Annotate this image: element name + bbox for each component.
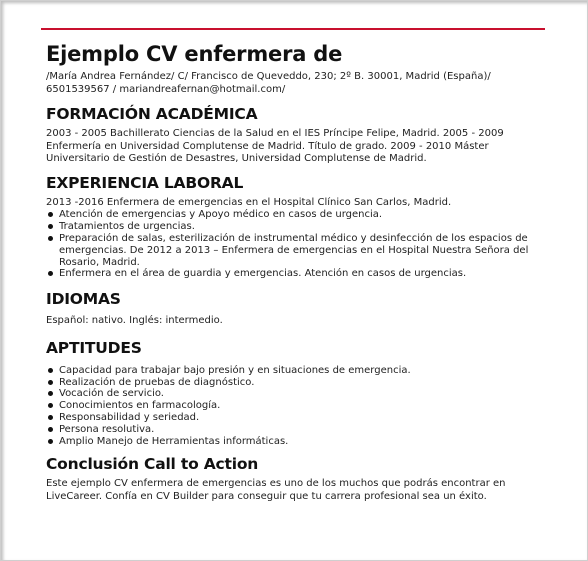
list-item: Amplio Manejo de Herramientas informáticas. <box>46 436 546 448</box>
section-heading-idiomas: IDIOMAS <box>46 290 121 309</box>
conclusion-text: Este ejemplo CV enfermera de emergencias es uno de los muchos que podrás encontrar en LiveCareer. Confía en CV Builder para conseguir que tu carrera profesional sea un éxito. <box>46 478 506 502</box>
contact-line-address: /María Andrea Fernández/ C/ Francisco de Queveddo, 230; 2º B. 30001, Madrid (España)/ <box>46 71 491 82</box>
section-heading-formacion: FORMACIÓN ACADÉMICA <box>46 105 258 123</box>
list-item: Responsabilidad y seriedad. <box>46 412 546 424</box>
aptitudes-list <box>46 365 546 448</box>
accent-rule <box>41 28 545 30</box>
list-item: Tratamientos de urgencias. <box>46 221 546 233</box>
section-heading-experiencia: EXPERIENCIA LABORAL <box>46 173 244 192</box>
list-item: Conocimientos en farmacología. <box>46 400 546 412</box>
list-item: Enfermera en el área de guardia y emergencias. Atención en casos de urgencias. <box>46 268 546 280</box>
formacion-text: 2003 - 2005 Bachillerato Ciencias de la Salud en el IES Príncipe Felipe, Madrid. 2005 - 2009 Enfermería en Universidad Complutense de Madrid. Título de grado. 2009 - 2010 Máster Universitario de Gestión de Desastres, Universidad Complutense de Madrid. <box>46 128 504 165</box>
page-title: Ejemplo CV enfermera de <box>46 42 343 66</box>
list-item: Atención de emergencias y Apoyo médico en casos de urgencia. <box>46 209 546 221</box>
list-item: Vocación de servicio. <box>46 388 546 400</box>
list-item: Realización de pruebas de diagnóstico. <box>46 377 546 389</box>
list-item: Capacidad para trabajar bajo presión y en situaciones de emergencia. <box>46 365 546 377</box>
experiencia-intro: 2013 -2016 Enfermera de emergencias en el Hospital Clínico San Carlos, Madrid. <box>46 196 452 208</box>
list-item: Persona resolutiva. <box>46 424 546 436</box>
experiencia-list <box>46 209 546 280</box>
idiomas-text: Español: nativo. Inglés: intermedio. <box>46 315 223 327</box>
contact-line-phone-email: 6501539567 / mariandreafernan@hotmail.com/ <box>46 83 286 95</box>
section-heading-aptitudes: APTITUDES <box>46 338 142 357</box>
cv-content <box>46 39 546 504</box>
contact-block <box>46 71 546 96</box>
list-item: Preparación de salas, esterilización de instrumental médico y desinfección de los espacios de emergencias. De 2012 a 2013 – Enfermera de emergencias en el Hospital Nuestra Señora del Rosario, Madrid. <box>46 233 546 268</box>
section-heading-conclusion: Conclusión Call to Action <box>46 455 259 474</box>
